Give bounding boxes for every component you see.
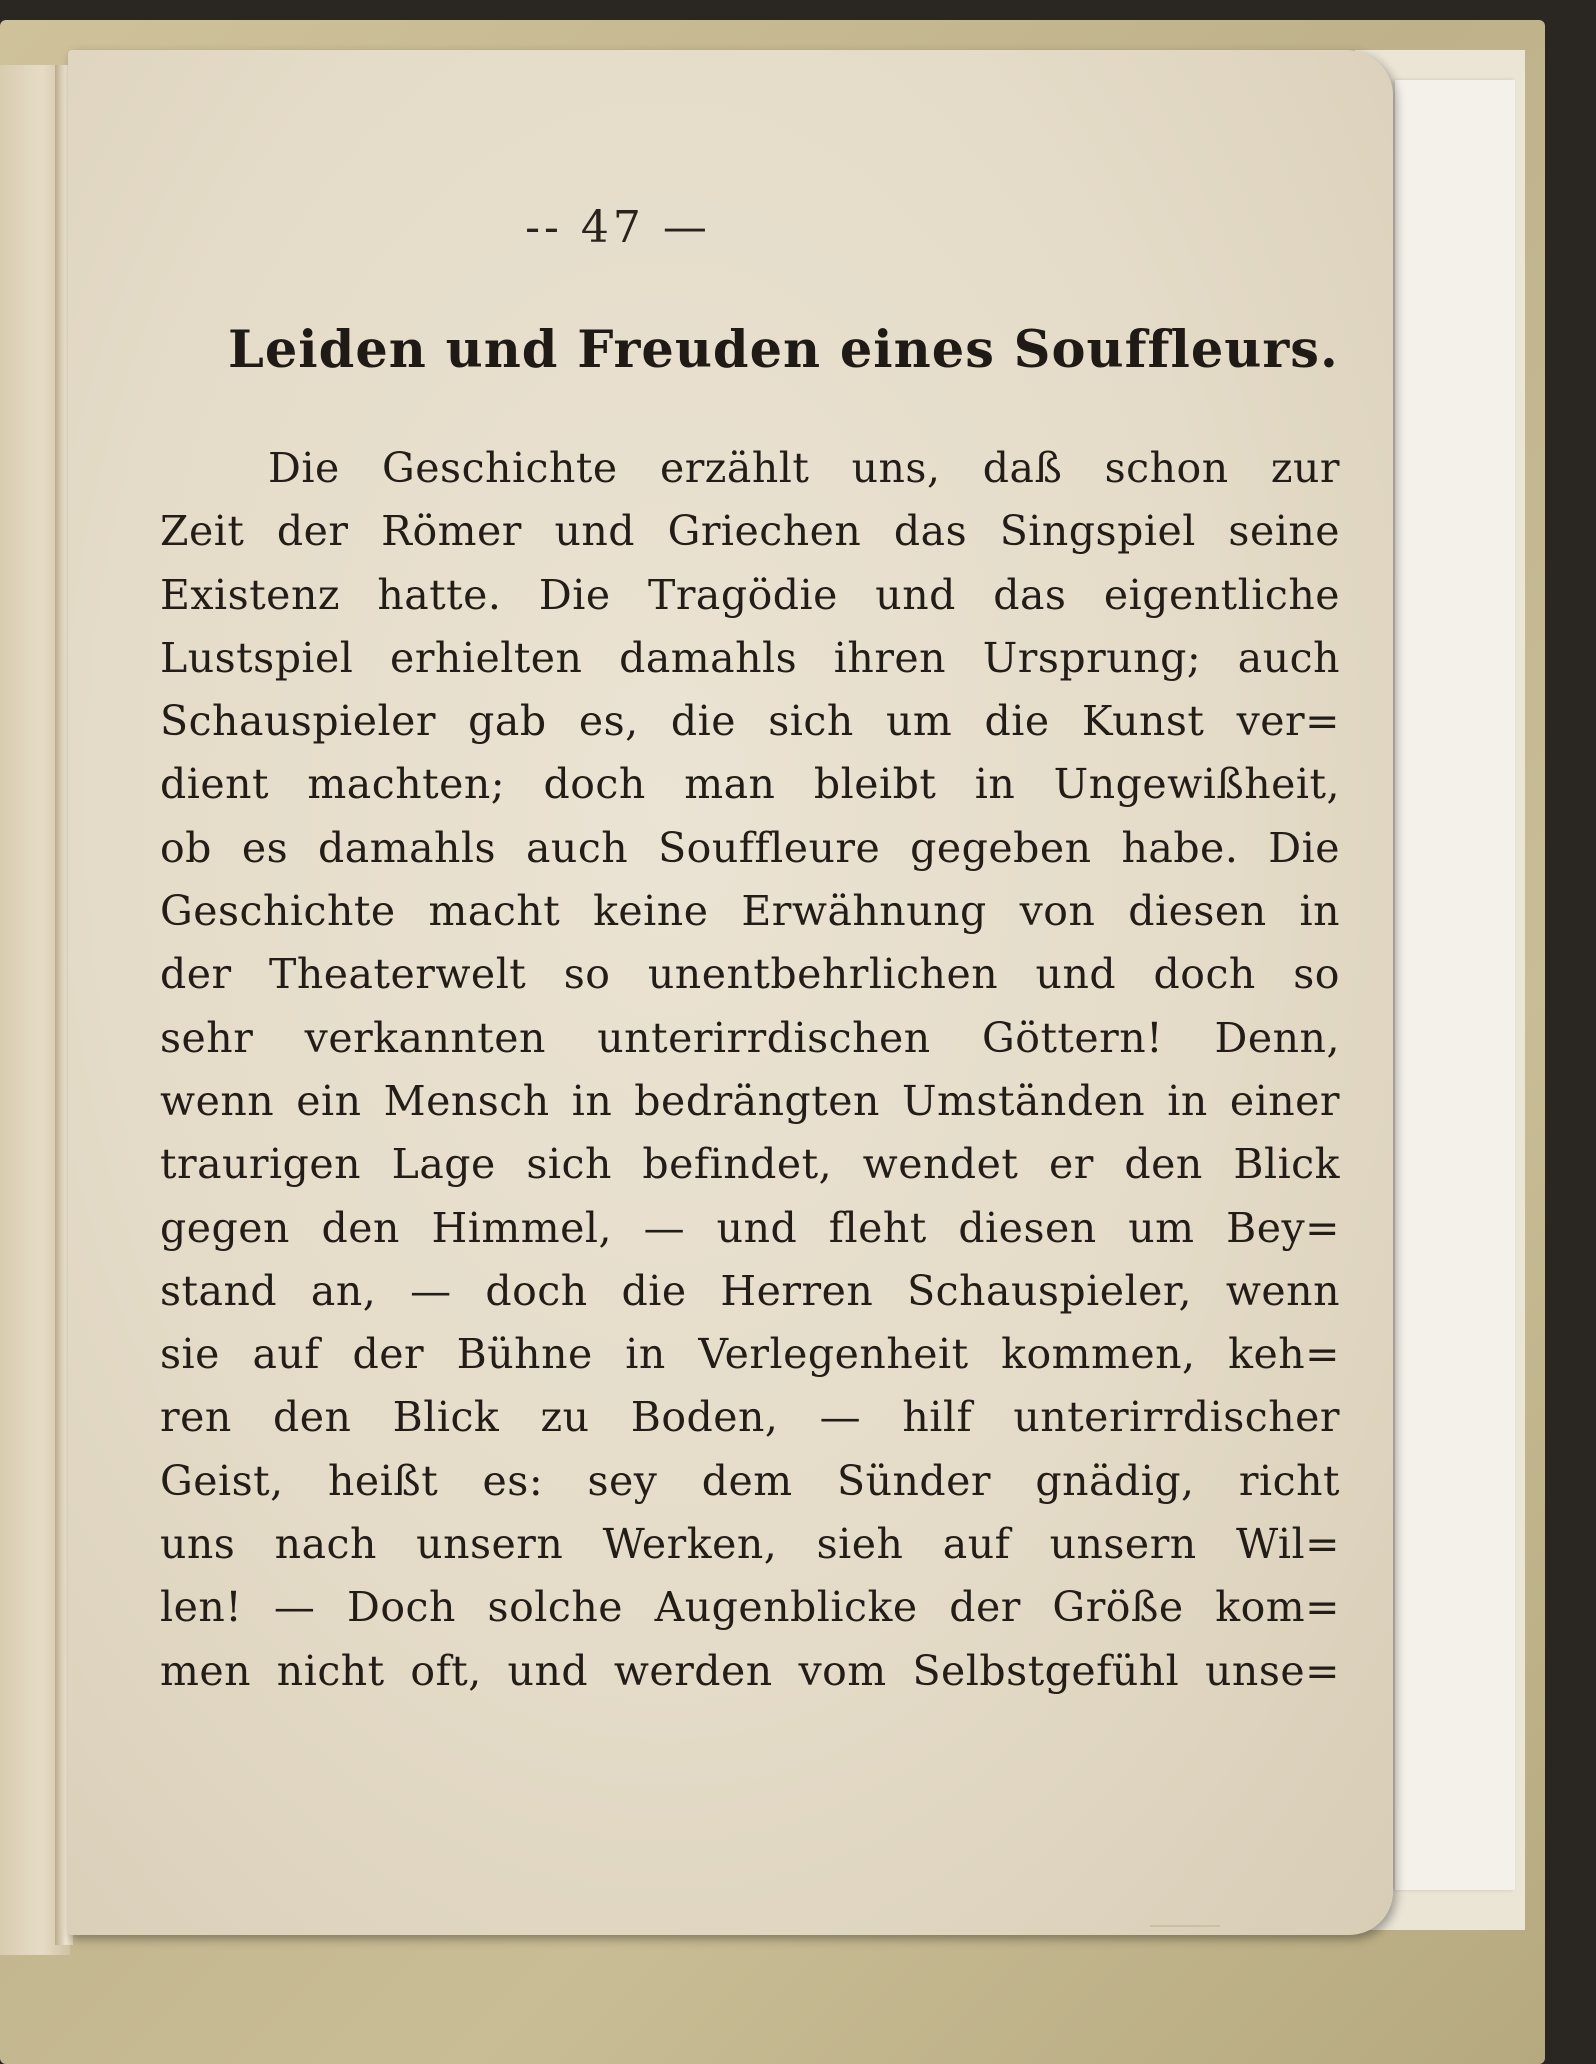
text-line: Zeit der Römer und Griechen das Singspiel seine xyxy=(160,507,1340,556)
text-line: len! — Doch solche Augenblicke der Größe kom= xyxy=(160,1583,1340,1632)
text-line: Schauspieler gab es, die sich um die Kunst ver= xyxy=(160,697,1340,746)
text-line: wenn ein Mensch in bedrängten Umständen in einer xyxy=(160,1076,1340,1125)
text-line: uns nach unsern Werken, sieh auf unsern Wil= xyxy=(160,1520,1340,1569)
text-line: Geist, heißt es: sey dem Sünder gnädig, richt xyxy=(160,1456,1340,1505)
book-page xyxy=(68,50,1393,1935)
text-line: Die Geschichte erzählt uns, daß schon zur xyxy=(268,444,1340,492)
text-line: Lustspiel erhielten damahls ihren Ursprung; auch xyxy=(160,633,1340,682)
text-line: ren den Blick zu Boden, — hilf unterirrdischer xyxy=(160,1393,1340,1442)
text-line: Existenz hatte. Die Tragödie und das eigentliche xyxy=(160,570,1340,619)
page-mark xyxy=(1150,1925,1220,1927)
body-text xyxy=(160,437,1340,1703)
text-line: stand an, — doch die Herren Schauspieler, wenn xyxy=(160,1266,1340,1315)
text-line: ob es damahls auch Souffleure gegeben habe. Die xyxy=(160,823,1340,872)
text-line: gegen den Himmel, — und fleht diesen um Bey= xyxy=(160,1203,1340,1252)
text-line: sehr verkannten unterirrdischen Göttern! Denn, xyxy=(160,1013,1340,1062)
text-line: sie auf der Bühne in Verlegenheit kommen, keh= xyxy=(160,1330,1340,1379)
page-number: -- 47 — xyxy=(525,202,711,253)
text-line: dient machten; doch man bleibt in Ungewißheit, xyxy=(160,760,1340,809)
text-line: traurigen Lage sich befindet, wendet er den Blick xyxy=(160,1140,1340,1189)
inserted-sheet xyxy=(1395,80,1515,1890)
text-line: men nicht oft, und werden vom Selbstgefühl unse= xyxy=(160,1646,1340,1695)
chapter-heading: Leiden und Freuden eines Souffleurs. xyxy=(228,320,1339,380)
text-line: der Theaterwelt so unentbehrlichen und doch so xyxy=(160,950,1340,999)
text-line: Geschichte macht keine Erwähnung von diesen in xyxy=(160,887,1340,936)
